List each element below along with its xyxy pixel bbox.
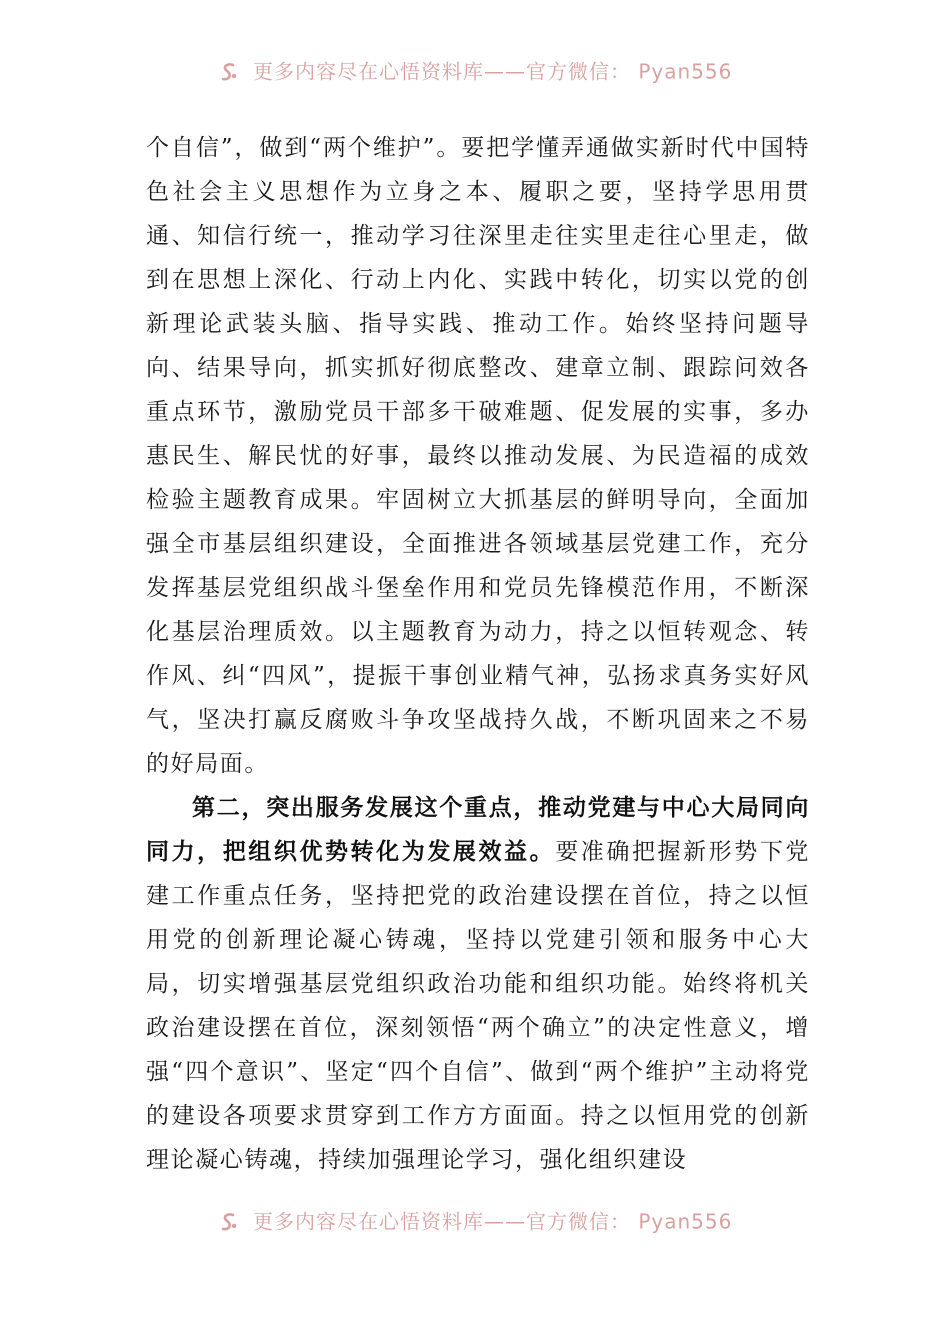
stylized-s-logo-icon (218, 61, 240, 83)
header-watermark (0, 50, 950, 90)
paragraph-continued: 个自信”，做到“两个维护”。要把学懂弄通做实新时代中国特色社会主义思想作为立身之本、履职之要，坚持学思用贯通、知信行统一，推动学习往深里走往实里走往心里走，做到在思想上深化、行动上内化、实践中转化，切实以党的创新理论武装头脑、指导实践、推动工作。始终坚持问题导向、结果导向，抓实抓好彻底整改、建章立制、跟踪问效各重点环节，激励党员干部多干破难题、促发展的实事，多办惠民生、解民忧的好事，最终以推动发展、为民造福的成效检验主题教育成果。牢固树立大抓基层的鲜明导向，全面加强全市基层组织建设，全面推进各领域基层党建工作，充分发挥基层党组织战斗堡垒作用和党员先锋模范作用，不断深化基层治理质效。以主题教育为动力，持之以恒转观念、转作风、纠“四风”，提振干事创业精气神，弘扬求真务实好风气，坚决打赢反腐败斗争攻坚战持久战，不断巩固来之不易的好局面。 (146, 135, 810, 777)
paragraph-body-text: 要准确把握新形势下党建工作重点任务，坚持把党的政治建设摆在首位，持之以恒用党的创新理论凝心铸魂，坚持以党建引领和服务中心大局，切实增强基层党组织政治功能和组织功能。始终将机关政治建设摆在首位，深刻领悟“两个确立”的决定性意义，增强“四个意识”、坚定“四个自信”、做到“两个维护”主动将党的建设各项要求贯穿到工作方方面面。持之以恒用党的创新理论凝心铸魂，持续加强理论学习，强化组织建设 (146, 839, 810, 1173)
footer-watermark (0, 1200, 950, 1240)
stylized-s-logo-icon (218, 1211, 240, 1233)
paragraph-second-point (146, 786, 810, 1182)
document-body (146, 126, 810, 1182)
watermark-text: 更多内容尽在心悟资料库——官方微信： Pyan556 (253, 1209, 733, 1234)
paragraph-heading-bold: 第二，突出服务发展这个重点，推动党建与中心大局同向同力，把组织优势转化为发展效益。 (146, 794, 810, 865)
watermark-text: 更多内容尽在心悟资料库——官方微信： Pyan556 (253, 59, 733, 84)
